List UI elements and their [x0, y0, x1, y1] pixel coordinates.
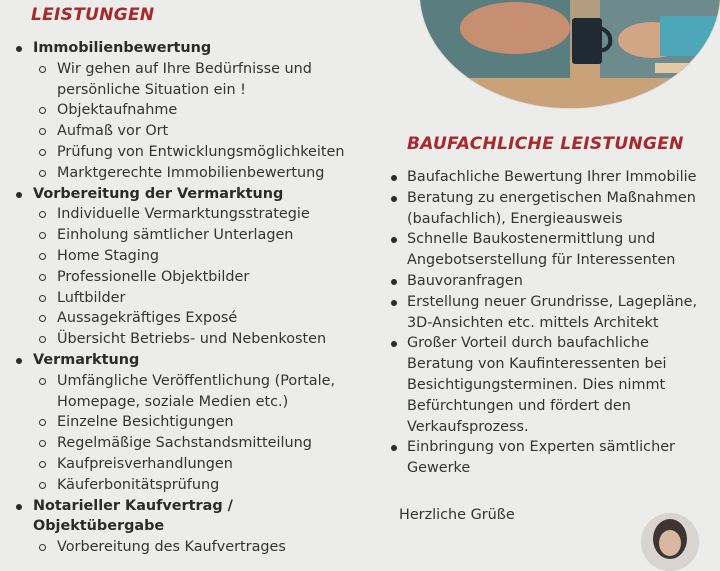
list-item: Käuferbonitätsprüfung — [33, 475, 364, 496]
list-item: Umfängliche Veröffentlichung (Portale, Homepage, soziale Medien etc.) — [33, 371, 364, 413]
consultation-photo — [420, 0, 720, 108]
list-item: Bauvoranfragen — [389, 271, 719, 292]
services-heading: LEISTUNGEN — [31, 5, 155, 25]
list-item: Prüfung von Entwicklungsmöglichkeiten — [33, 142, 364, 163]
list-item: Vorbereitung des Kaufvertrages — [33, 537, 364, 558]
list-item: Übersicht Betriebs- und Nebenkosten — [33, 329, 364, 350]
list-item: Aufmaß vor Ort — [33, 121, 364, 142]
services-list — [14, 38, 364, 558]
section-title: Vorbereitung der Vermarktung — [33, 185, 284, 202]
list-item: Einholung sämtlicher Unterlagen — [33, 225, 364, 246]
list-item: Beratung zu energetischen Maßnahmen (baufachlich), Energieausweis — [389, 188, 719, 230]
section-kaufvertrag — [14, 496, 364, 558]
construction-services-list — [389, 167, 719, 479]
section-vermarktung — [14, 350, 364, 496]
list-item: Objektaufnahme — [33, 100, 364, 121]
list-item: Luftbilder — [33, 288, 364, 309]
section-immobilienbewertung — [14, 38, 364, 184]
section-vorbereitung — [14, 184, 364, 350]
list-item: Erstellung neuer Grundrisse, Lagepläne, 3D-Ansichten etc. mittels Architekt — [389, 292, 719, 334]
list-item: Aussagekräftiges Exposé — [33, 308, 364, 329]
section-title: Notarieller Kaufvertrag / Objektübergabe — [33, 497, 233, 535]
list-item: Baufachliche Bewertung Ihrer Immobilie — [389, 167, 719, 188]
list-item: Individuelle Vermarktungsstrategie — [33, 204, 364, 225]
list-item: Einbringung von Experten sämtlicher Gewerke — [389, 437, 719, 479]
section-title: Vermarktung — [33, 351, 140, 368]
list-item: Home Staging — [33, 246, 364, 267]
person-photo — [641, 513, 699, 571]
list-item: Einzelne Besichtigungen — [33, 412, 364, 433]
closing-greeting: Herzliche Grüße — [399, 507, 515, 523]
list-item: Regelmäßige Sachstandsmitteilung — [33, 433, 364, 454]
list-item: Professionelle Objektbilder — [33, 267, 364, 288]
list-item: Marktgerechte Immobilienbewertung — [33, 163, 364, 184]
section-title: Immobilienbewertung — [33, 40, 212, 56]
list-item: Kaufpreisverhandlungen — [33, 454, 364, 475]
list-item: Großer Vorteil durch baufachliche Beratung von Kaufinteressenten bei Besichtigungsterminen. Dies nimmt Befürchtungen und fördert den Verkaufsprozess. — [389, 333, 719, 437]
construction-services-heading: BAUFACHLICHE LEISTUNGEN — [407, 134, 684, 154]
list-item: Schnelle Baukostenermittlung und Angebotserstellung für Interessenten — [389, 229, 719, 271]
list-item: Wir gehen auf Ihre Bedürfnisse und persönliche Situation ein ! — [33, 59, 364, 101]
